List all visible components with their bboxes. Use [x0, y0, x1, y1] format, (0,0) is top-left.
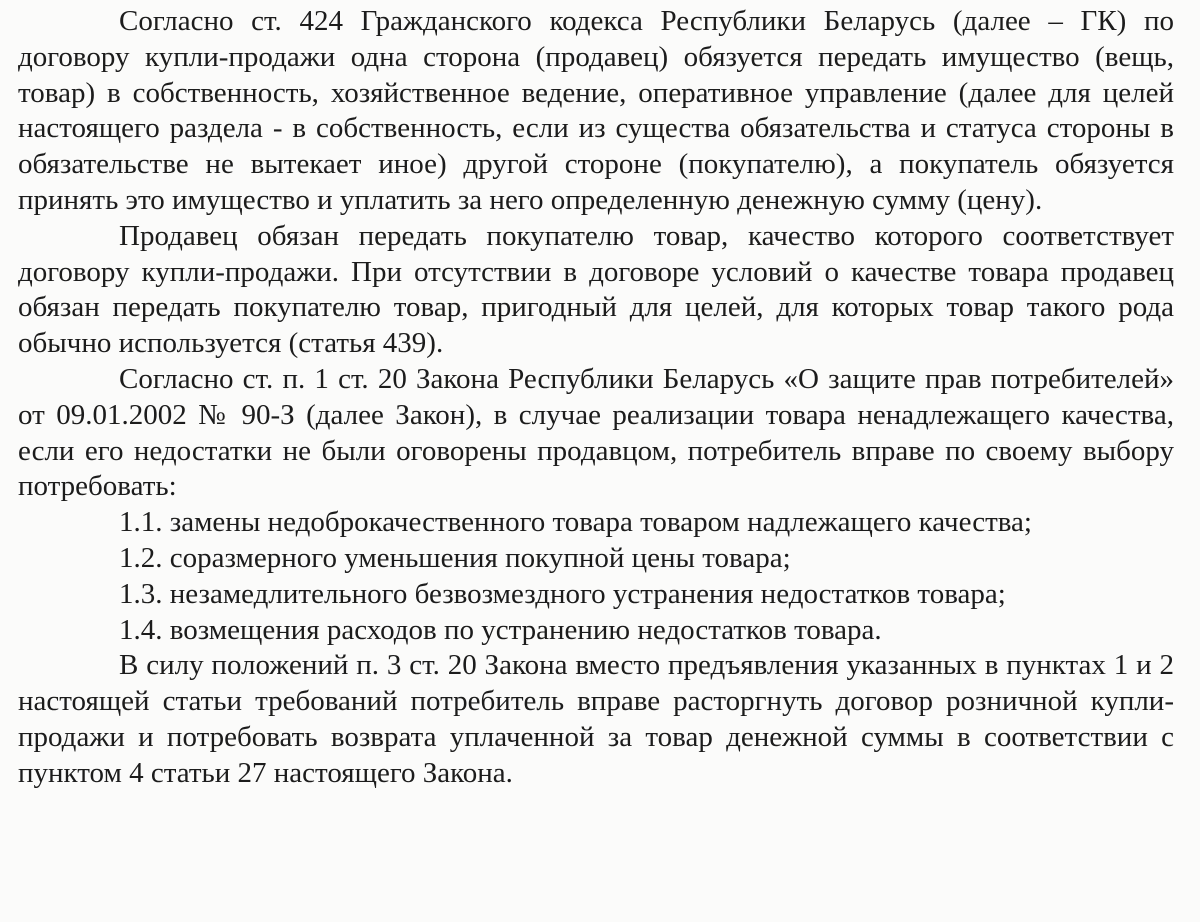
paragraph-contract-termination: В силу положений п. 3 ст. 20 Закона вместо предъявления указанных в пунктах 1 и 2 настоящей статьи требований потребитель вправе расторгнуть договор розничной купли-продажи и потребовать возврата уплаченной за товар денежной суммы в соответствии с пунктом 4 статьи 27 настоящего Закона.	[18, 649, 1174, 789]
list-item-defect-repair: 1.3. незамедлительного безвозмездного устранения недостатков товара;	[119, 577, 1006, 610]
paragraph-seller-obligation: Продавец обязан передать покупателю товар, качество которого соответствует договору купли-продажи. При отсутствии в договоре условий о качестве товара продавец обязан передать покупателю товар, пригодный для целей, для которых товар такого рода обычно используется (статья 439).	[18, 219, 1174, 360]
paragraph-consumer-law: Согласно ст. п. 1 ст. 20 Закона Республики Беларусь «О защите прав потребителей» от 09.01.2002 № 90-З (далее Закон), в случае реализации товара ненадлежащего качества, если его недостатки не были оговорены продавцом, потребитель вправе по своему выбору потребовать:	[18, 362, 1174, 503]
paragraph-civil-code: Согласно ст. 424 Гражданского кодекса Республики Беларусь (далее – ГК) по договору купли-продажи одна сторона (продавец) обязуется передать имущество (вещь, товар) в собственность, хозяйственное ведение, оперативное управление (далее для целей настоящего раздела - в собственность, если из существа обязательства и статуса стороны в обязательстве не вытекает иное) другой стороне (покупателю), а покупатель обязуется принять это имущество и уплатить за него определенную денежную сумму (цену).	[18, 5, 1174, 216]
list-item-price-reduction: 1.2. соразмерного уменьшения покупной цены товара;	[119, 541, 791, 574]
list-item-replacement: 1.1. замены недоброкачественного товара товаром надлежащего качества;	[119, 506, 1032, 539]
list-item-expense-refund: 1.4. возмещения расходов по устранению недостатков товара.	[119, 613, 882, 646]
